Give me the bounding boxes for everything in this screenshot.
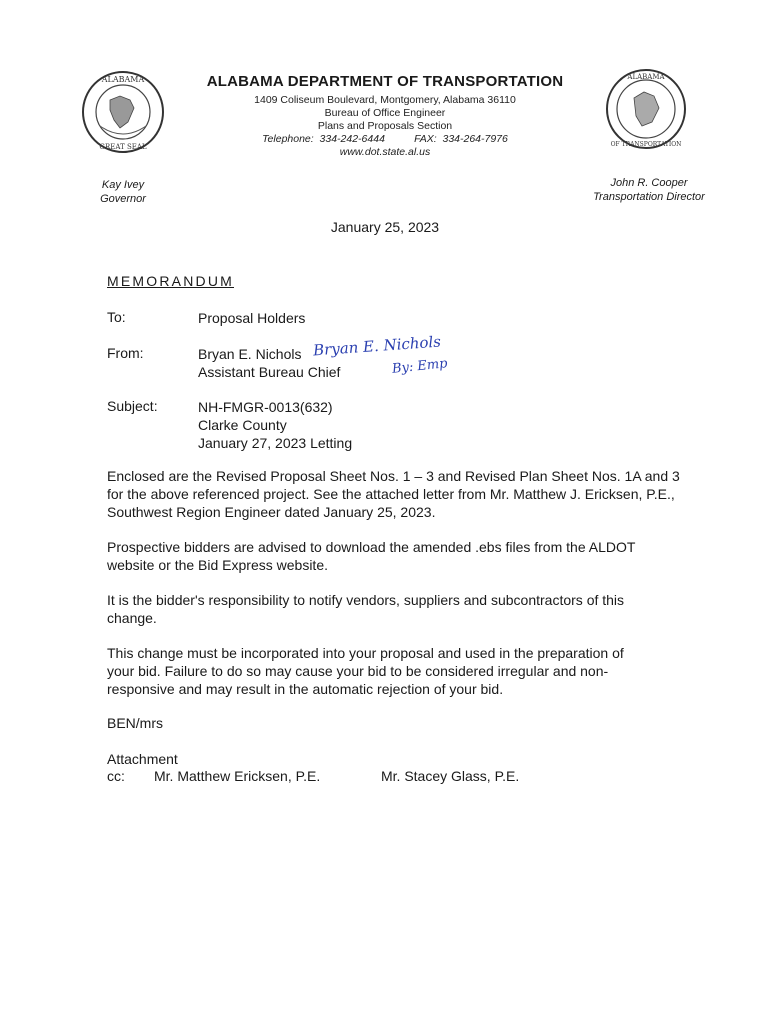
svg-text:ALABAMA: ALABAMA [101, 75, 145, 84]
section-name: Plans and Proposals Section [317, 120, 453, 132]
memo-heading: MEMORANDUM [107, 273, 234, 289]
cc-recipient: Mr. Stacey Glass, P.E. [381, 768, 520, 784]
body-paragraph: Enclosed are the Revised Proposal Sheet Nos. 1 – 3 and Revised Plan Sheet Nos. 1A and 3 for the above referenced project. See the attached letter from Mr. Matthew J. Ericksen, P.E., Southwest Region Engineer dated January 25, 2023. [107, 468, 680, 520]
body-paragraph: This change must be incorporated into your proposal and used in the preparation of your bid. Failure to do so may cause your bid to be considered irregular and non-responsive and may result in the automatic rejection of your bid. [107, 645, 624, 697]
cc-recipient: Mr. Matthew Ericksen, P.E. [154, 768, 321, 784]
from-title: Assistant Bureau Chief [198, 364, 341, 380]
memo-date: January 25, 2023 [330, 219, 440, 235]
governor-title: Governor [100, 193, 146, 205]
contact-line: Telephone: 334-242-6444 FAX: 334-264-7976 [262, 133, 508, 145]
to-value: Proposal Holders [198, 310, 306, 326]
subject-project: NH-FMGR-0013(632) [198, 399, 333, 415]
signature: Bryan E. Nichols [312, 332, 442, 360]
bureau-name: Bureau of Office Engineer [324, 107, 446, 119]
cc-label: cc: [107, 768, 125, 784]
director-name: John R. Cooper [610, 177, 688, 189]
governor-name: Kay Ivey [101, 179, 145, 191]
website: www.dot.state.al.us [339, 146, 431, 158]
attachment-note: Attachment [107, 751, 178, 767]
from-label: From: [107, 345, 144, 361]
typist-initials: BEN/mrs [107, 715, 163, 731]
department-address: 1409 Coliseum Boulevard, Montgomery, Alabama 36110 [254, 94, 516, 106]
subject-label: Subject: [107, 398, 158, 414]
svg-text:OF TRANSPORTATION: OF TRANSPORTATION [610, 141, 682, 148]
svg-text:ALABAMA: ALABAMA [627, 73, 665, 81]
body-paragraph: Prospective bidders are advised to download the amended .ebs files from the ALDOT website or the Bid Express website. [107, 539, 636, 573]
body-paragraph: It is the bidder's responsibility to notify vendors, suppliers and subcontractors of this change. [107, 592, 625, 626]
subject-county: Clarke County [198, 417, 287, 433]
subject-letting: January 27, 2023 Letting [198, 435, 353, 451]
signature-initials: By: Emp [391, 356, 449, 377]
director-title: Transportation Director [593, 191, 705, 203]
to-label: To: [107, 309, 126, 325]
department-name: ALABAMA DEPARTMENT OF TRANSPORTATION [206, 73, 564, 90]
from-name: Bryan E. Nichols [198, 346, 302, 362]
governor-block [82, 178, 164, 206]
svg-text:GREAT SEAL: GREAT SEAL [99, 143, 147, 151]
director-block [586, 176, 712, 204]
